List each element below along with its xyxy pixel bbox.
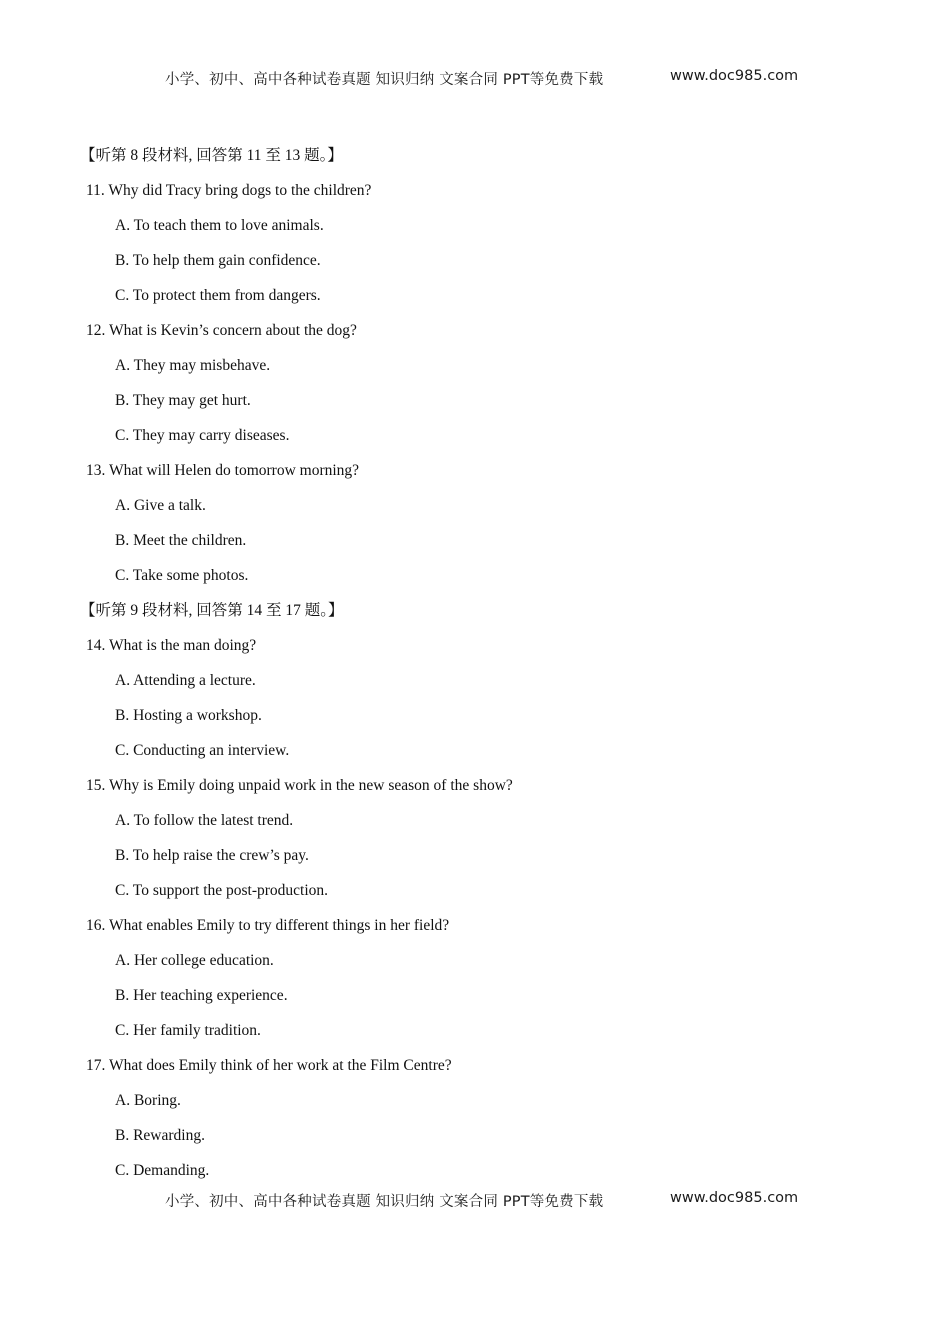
- option-a: A. Attending a lecture.: [115, 672, 256, 689]
- section-heading: 【听第 8 段材料, 回答第 11 至 13 题。】: [80, 147, 343, 164]
- option-c: C. Conducting an interview.: [115, 742, 290, 759]
- question: 16. What enables Emily to try different things in her field?: [86, 917, 450, 934]
- option-a: A. Give a talk.: [115, 497, 206, 514]
- option-c: C. Demanding.: [115, 1162, 210, 1179]
- option-b: B. To help raise the crew’s pay.: [115, 847, 309, 864]
- option-b: B. To help them gain confidence.: [115, 252, 321, 269]
- question: 11. Why did Tracy bring dogs to the children?: [86, 182, 372, 199]
- option-b: B. They may get hurt.: [115, 392, 251, 409]
- option-a: A. To follow the latest trend.: [115, 812, 294, 829]
- option-b: B. Her teaching experience.: [115, 987, 288, 1004]
- option-c: C. To support the post-production.: [115, 882, 329, 899]
- option-b: B. Meet the children.: [115, 532, 247, 549]
- header-url: www.doc985.com: [670, 68, 799, 84]
- option-c: C. They may carry diseases.: [115, 427, 290, 444]
- option-c: C. Take some photos.: [115, 567, 249, 584]
- footer-text: 小学、初中、高中各种试卷真题 知识归纳 文案合同 PPT等免费下载: [165, 1194, 604, 1210]
- section-heading: 【听第 9 段材料, 回答第 14 至 17 题。】: [80, 602, 344, 619]
- option-b: B. Rewarding.: [115, 1127, 205, 1144]
- option-a: A. To teach them to love animals.: [115, 217, 324, 234]
- footer-url: www.doc985.com: [670, 1190, 799, 1206]
- option-a: A. They may misbehave.: [115, 357, 271, 374]
- option-c: C. Her family tradition.: [115, 1022, 261, 1039]
- option-c: C. To protect them from dangers.: [115, 287, 321, 304]
- question: 15. Why is Emily doing unpaid work in the new season of the show?: [86, 777, 513, 794]
- option-b: B. Hosting a workshop.: [115, 707, 262, 724]
- question: 13. What will Helen do tomorrow morning?: [86, 462, 360, 479]
- question: 17. What does Emily think of her work at the Film Centre?: [86, 1057, 452, 1074]
- option-a: A. Boring.: [115, 1092, 181, 1109]
- question: 12. What is Kevin’s concern about the dog?: [86, 322, 357, 339]
- document-body: [0, 146, 950, 1196]
- option-a: A. Her college education.: [115, 952, 274, 969]
- header-text: 小学、初中、高中各种试卷真题 知识归纳 文案合同 PPT等免费下载: [165, 72, 604, 88]
- question: 14. What is the man doing?: [86, 637, 257, 654]
